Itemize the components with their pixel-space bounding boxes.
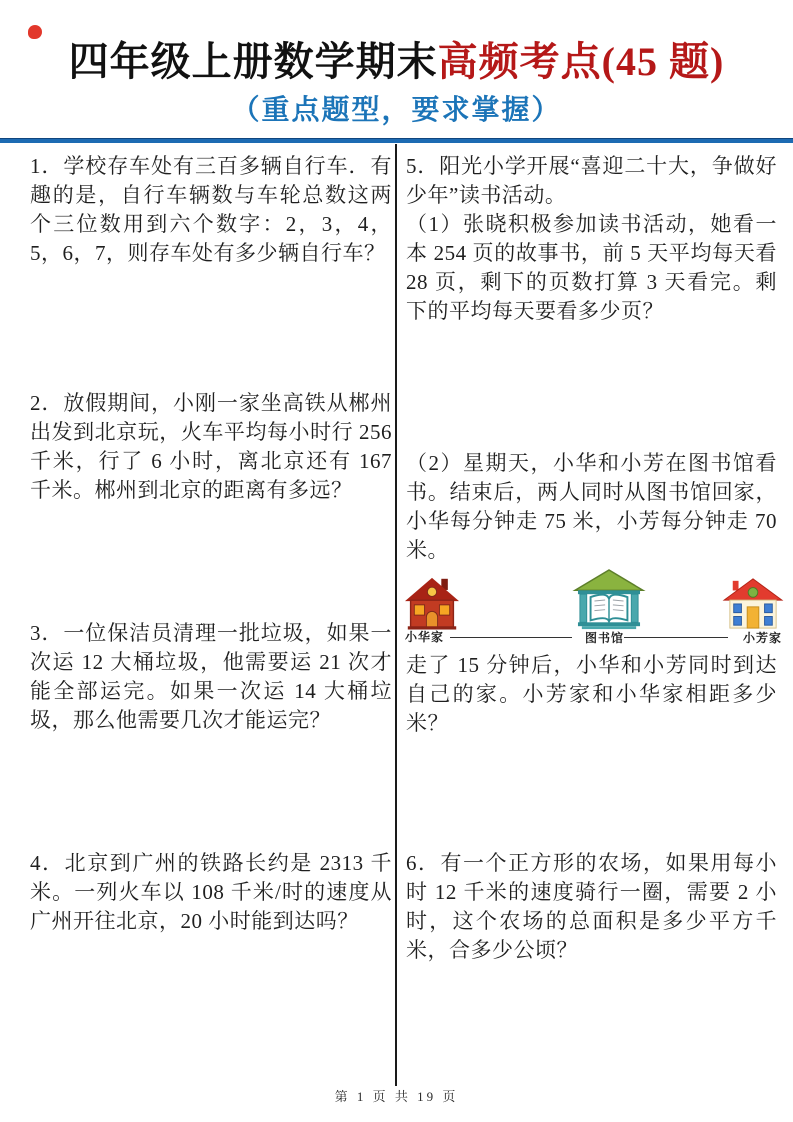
page-subtitle: （重点题型，要求掌握） [231, 95, 562, 126]
red-house-icon [404, 576, 460, 635]
label-xiaofang-home: 小芳家 [743, 631, 783, 645]
question-3: 3．一位保洁员清理一批垃圾，如果一次运 12 大桶垃圾，他需要运 21 次才能全部运完。如果一次运 14 大桶垃圾，那么他需要几次才能运完？ [30, 621, 392, 732]
distance-diagram [400, 568, 790, 648]
question-5 [406, 152, 777, 326]
question-5-part2: （2）星期天，小华和小芳在图书馆看书。结束后，两人同时从图书馆回家，小华每分钟走 75 米，小芳每分钟走 70 米。 [406, 451, 777, 562]
library-icon [572, 568, 646, 637]
page-header [0, 36, 793, 128]
question-2: 2．放假期间，小刚一家坐高铁从郴州出发到北京玩，火车平均每小时行 256 千米，行了 6 小时，离北京还有 167 千米。郴州到北京的距离有多远？ [30, 391, 392, 502]
column-divider-rule [395, 144, 397, 1086]
diagram-line-left [450, 637, 572, 638]
title-black-part: 四年级上册数学期末 [68, 39, 438, 84]
label-xiaohua-home: 小华家 [405, 630, 445, 644]
header-divider-rule [0, 138, 793, 143]
question-5-intro: 5．阳光小学开展“喜迎二十大，争做好少年”读书活动。 [406, 154, 777, 207]
question-1: 1．学校存车处有三百多辆自行车．有趣的是，自行车辆数与车轮总数这两个三位数用到六个数字：2，3，4，5，6，7，则存车处有多少辆自行车？ [30, 154, 392, 265]
title-red-part: 高频考点(45 题) [437, 39, 725, 84]
diagram-line-right [624, 637, 728, 638]
page-title [0, 36, 793, 88]
question-6: 6．有一个正方形的农场，如果用每小时 12 千米的速度骑行一圈，需要 2 小时，这个农场的总面积是多少平方千米，合多少公顷？ [406, 851, 777, 962]
question-5-part1: （1）张晓积极参加读书活动，她看一本 254 页的故事书，前 5 天平均每天看 28 页，剩下的页数打算 3 天看完。剩下的平均每天要看多少页？ [406, 212, 777, 323]
question-4: 4．北京到广州的铁路长约是 2313 千米。一列火车以 108 千米/时的速度从广州开往北京，20 小时能到达吗？ [30, 851, 392, 933]
page-number: 第 1 页 共 19 页 [334, 1089, 459, 1104]
label-library: 图书馆 [585, 631, 625, 645]
question-5-part2-continued: 走了 15 分钟后，小华和小芳同时到达自己的家。小芳家和小华家相距多少米？ [406, 653, 777, 735]
yellow-house-icon [722, 576, 784, 635]
